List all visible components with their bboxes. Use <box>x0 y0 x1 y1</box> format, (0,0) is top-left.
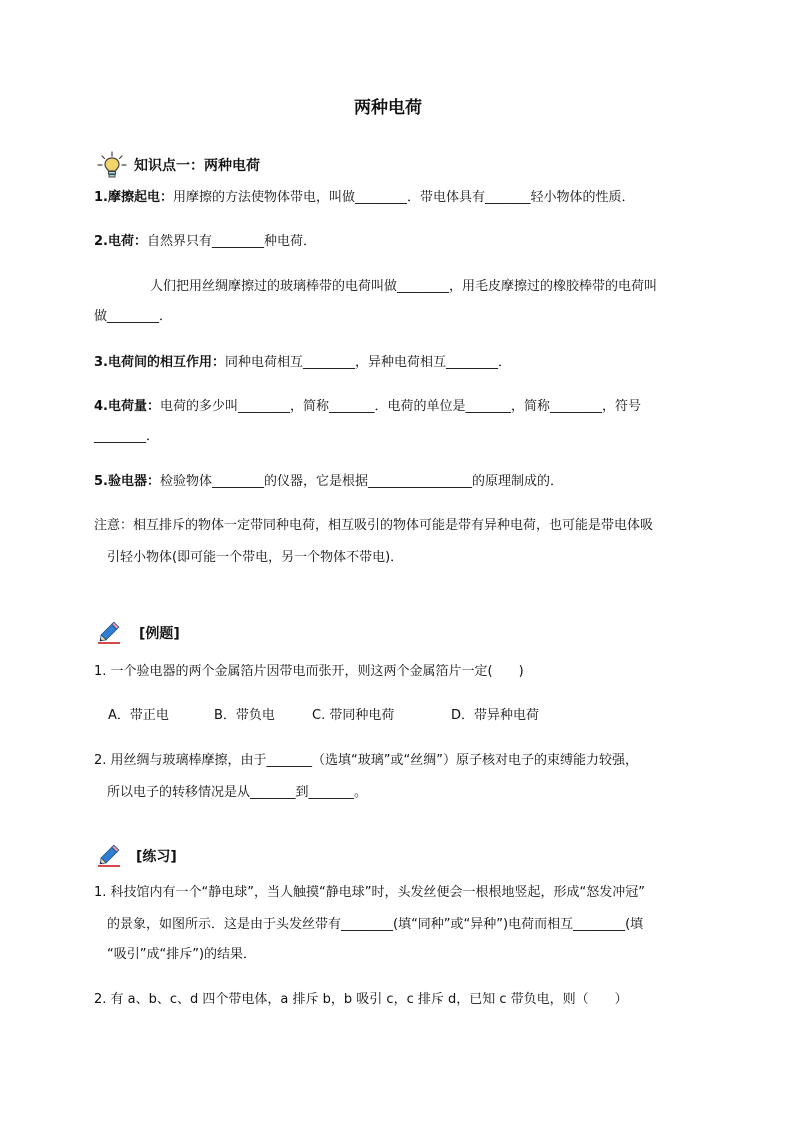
item-5-text: 检验物体________的仪器，它是根据________________的原理制成的． <box>159 474 563 489</box>
practice-question-1-line-3: “吸引”成“排斥”)的结果． <box>107 947 257 962</box>
item-4-text: 电荷的多少叫________，简称_______．电荷的单位是_______，简称________，符号 <box>159 399 641 414</box>
item-3-text: 同种电荷相互________，异种电荷相互________． <box>224 355 511 370</box>
item-4-continuation: ________． <box>94 429 160 444</box>
page-title: 两种电荷 <box>354 98 422 118</box>
item-2 <box>94 233 316 251</box>
practice-heading: [练习] <box>136 849 177 865</box>
pencil-icon <box>96 840 124 868</box>
paragraph-line-2: 做________． <box>94 309 173 324</box>
item-5 <box>94 473 563 491</box>
item-4 <box>94 398 641 416</box>
item-1-text: 用摩擦的方法使物体带电，叫做________．带电体具有_______轻小物体的性质． <box>172 190 635 205</box>
practice-question-2: 2. 有 a、b、c、d 四个带电体，a 排斥 b，b 吸引 c，c 排斥 d，已知 c 带负电，则（ ） <box>94 992 628 1007</box>
example-question-2-line-1: 2. 用丝绸与玻璃棒摩擦，由于_______（选填“玻璃”或“丝绸”）原子核对电子的束缚能力较强， <box>94 753 638 768</box>
item-2-text: 自然界只有________种电荷． <box>146 234 316 249</box>
item-2-label: 2.电荷： <box>94 234 147 249</box>
example-question-1: 1. 一个验电器的两个金属箔片因带电而张开，则这两个金属箔片一定( ) <box>94 664 524 679</box>
pencil-icon <box>96 617 124 645</box>
option-c: C. 带同种电荷 <box>312 708 395 723</box>
example-heading: [例题] <box>139 626 180 642</box>
note-line-2: 引轻小物体(即可能一个带电，另一个物体不带电)． <box>107 550 404 565</box>
lightbulb-icon <box>96 150 128 182</box>
item-5-label: 5.验电器： <box>94 474 160 489</box>
paragraph-line-1: 人们把用丝绸摩擦过的玻璃棒带的电荷叫做________，用毛皮摩擦过的橡胶棒带的电荷叫 <box>150 279 658 294</box>
example-question-2-line-2: 所以电子的转移情况是从_______到_______。 <box>107 785 368 800</box>
practice-question-1-line-1: 1. 科技馆内有一个“静电球”，当人触摸“静电球”时，头发丝便会一根根地竖起，形成“怒发冲冠” <box>94 885 645 900</box>
item-1 <box>94 189 635 207</box>
item-4-label: 4.电荷量： <box>94 399 160 414</box>
practice-question-1-line-2: 的景象，如图所示．这是由于头发丝带有________(填“同种”或“异种”)电荷而相互________(填 <box>107 917 644 932</box>
section-heading: 知识点一：两种电荷 <box>134 158 260 174</box>
item-1-label: 1.摩擦起电： <box>94 190 173 205</box>
item-3 <box>94 354 511 372</box>
option-d: D．带异种电荷 <box>451 708 540 723</box>
option-b: B．带负电 <box>214 708 275 723</box>
option-a: A．带正电 <box>108 708 169 723</box>
item-3-label: 3.电荷间的相互作用： <box>94 355 225 370</box>
note-line-1: 注意：相互排斥的物体一定带同种电荷，相互吸引的物体可能是带有异种电荷，也可能是带电体吸 <box>94 518 654 533</box>
